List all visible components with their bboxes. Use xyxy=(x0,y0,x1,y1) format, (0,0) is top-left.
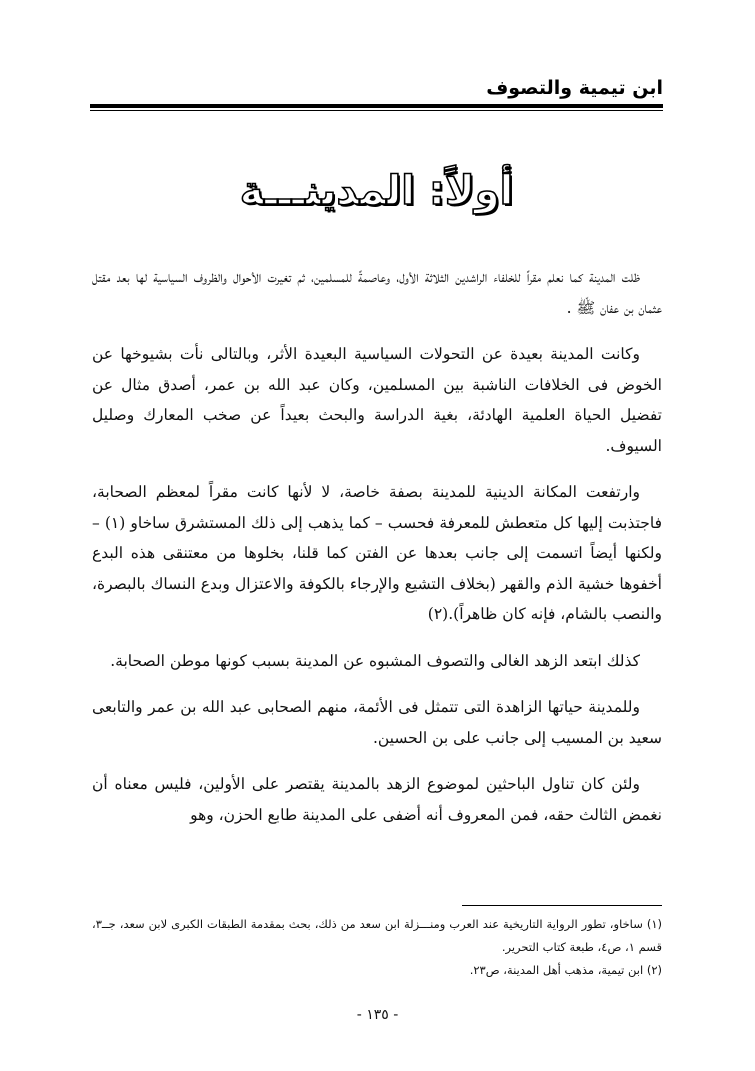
footnote-2: (٢) ابن تيمية، مذهب أهل المدينة، ص٢٣. xyxy=(469,963,662,977)
body-text xyxy=(92,262,662,846)
paragraph-2: وكانت المدينة بعيدة عن التحولات السياسية البعيدة الأثر، وبالتالى نأت بشيوخها عن الخوض فى الخلافات الناشبة بين المسلمين، وكان عبد الله بن عمر، أصدق مثال عن تفضيل الحياة العلمية الهادئة، بغية الدراسة والبحث بعيداً عن صخب المعارك وصليل السيوف. xyxy=(92,345,662,455)
paragraph-3: وارتفعت المكانة الدينية للمدينة بصفة خاصة، لا لأنها كانت مقراً لمعظم الصحابة، فاجتذبت إليها كل متعطش للمعرفة فحسب – كما يذهب إلى ذلك المستشرق ساخاو (١) – ولكنها أيضاً اتسمت إلى جانب بعدها عن الفتن كما قلنا، بخلوها من معتنقى هذه البدع أخفوها خشية الذم والقهر (بخلاف التشيع والإرجاء بالكوفة والاعتزال وبدع النساك بالبصرة، والنصب بالشام، فإنه كان ظاهراً).(٢) xyxy=(92,483,662,623)
paragraph-4: كذلك ابتعد الزهد الغالى والتصوف المشبوه عن المدينة بسبب كونها موطن الصحابة. xyxy=(110,651,640,670)
paragraph-5: وللمدينة حياتها الزاهدة التى تتمثل فى الأئمة، منهم الصحابى عبد الله بن عمر والتابعى سعيد بن المسيب إلى جانب على بن الحسين. xyxy=(92,698,662,747)
chapter-title: أولاً: المدينـــة xyxy=(239,168,514,214)
paragraph-1: ظلت المدينة كما نعلم مقراً للخلفاء الراشدين الثلاثة الأول، وعاصمةً للمسلمين، ثم تغيرت الأحوال والظروف السياسية لها بعد مقتل عثمان بن عفان ﷺ . xyxy=(92,268,662,317)
page-number: - ١٣٥ - xyxy=(356,1007,399,1023)
footnote-1: (١) ساخاو، تطور الرواية التاريخية عند العرب ومنـــزلة ابن سعد من ذلك، بحث بمقدمة الطبقات الكبرى لابن سعد، جــ٣، قسم ١، ص٤، طبعة كتاب التحرير. xyxy=(92,917,662,954)
paragraph-6: ولئن كان تناول الباحثين لموضوع الزهد بالمدينة يقتصر على الأولين، فليس معناه أن نغمض الثالث حقه، فمن المعروف أنه أضفى على المدينة طابع الحزن، وهو xyxy=(92,775,662,824)
header-rule-thick xyxy=(90,104,663,108)
running-header-title: ابن تيمية والتصوف xyxy=(486,77,663,99)
footnote-separator xyxy=(462,905,662,906)
header-rule-thin xyxy=(90,110,663,111)
footnotes xyxy=(92,913,662,982)
